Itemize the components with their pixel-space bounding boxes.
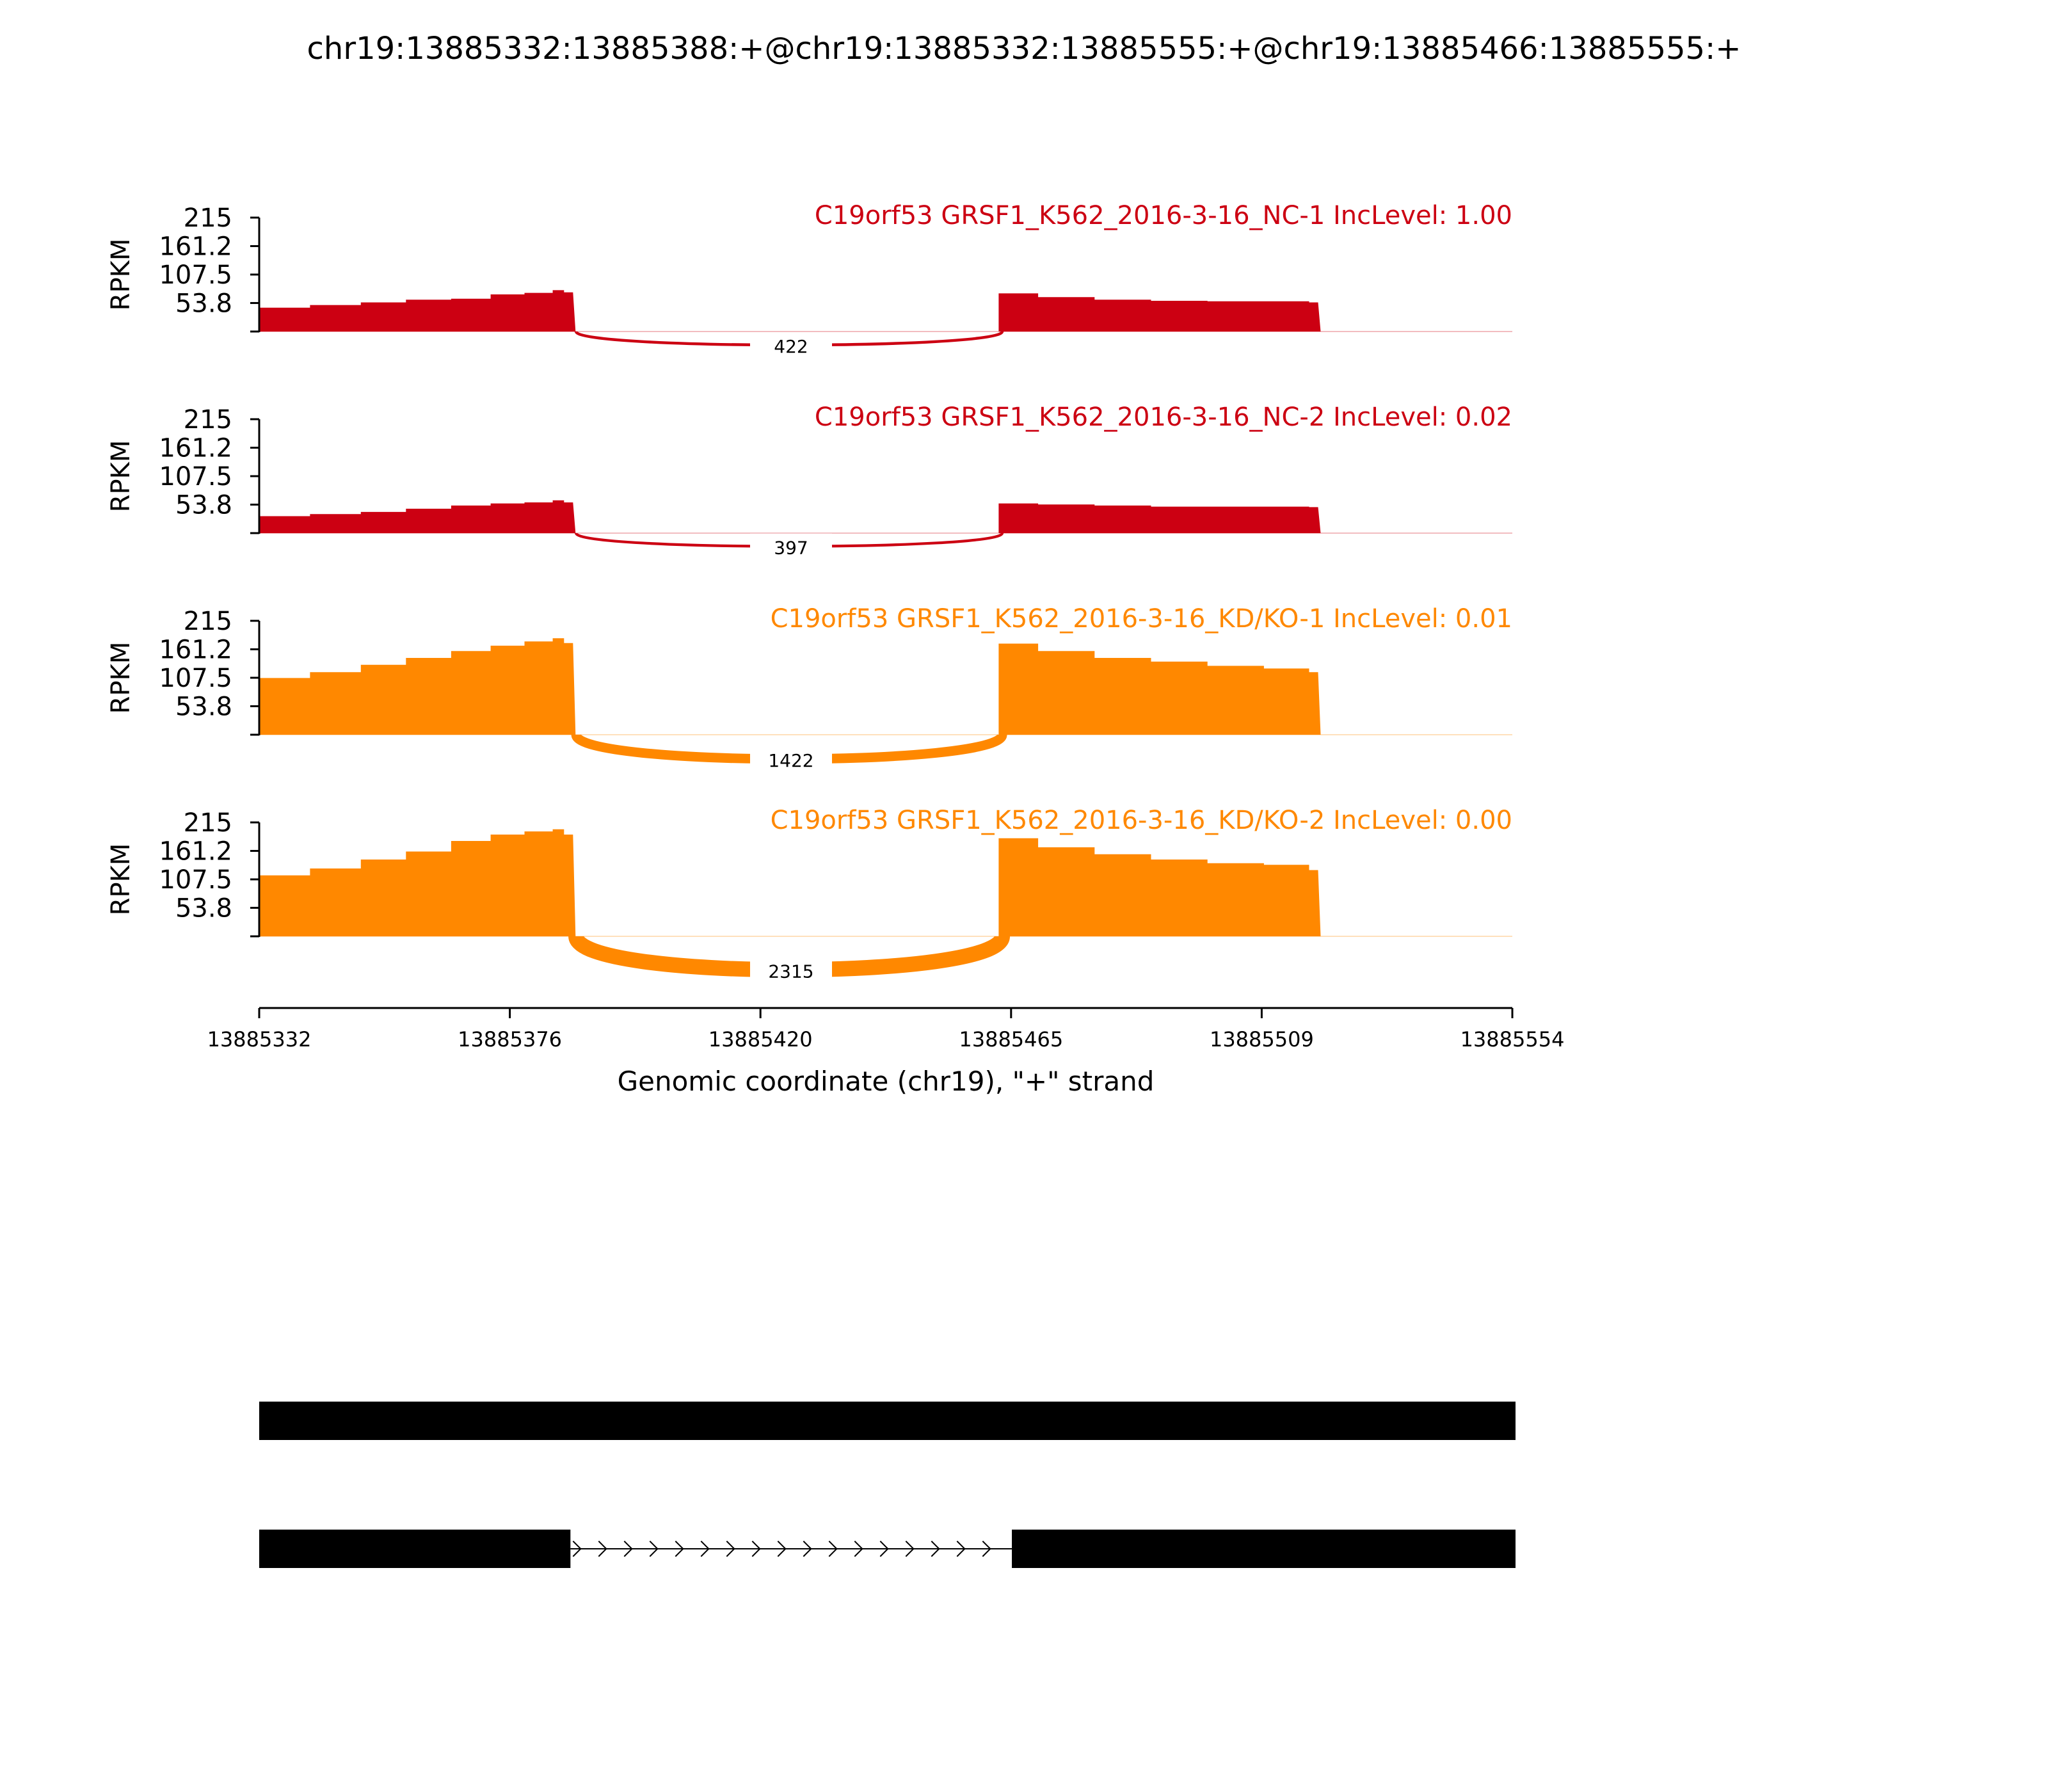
figure-title: chr19:13885332:13885388:+@chr19:13885332:13885555:+@chr19:13885466:13885555:+ [307, 31, 1741, 67]
y-tick-label: 215 [183, 607, 232, 636]
sample-label: C19orf53 GRSF1_K562_2016-3-16_KD/KO-2 IncLevel: 0.00 [770, 806, 1512, 835]
track-3 [106, 604, 1512, 772]
exon-block [1012, 1530, 1516, 1568]
coverage-exon2 [998, 838, 1320, 936]
y-tick-label: 161.2 [159, 433, 232, 463]
track-2 [106, 403, 1512, 559]
y-tick-label: 107.5 [159, 462, 232, 492]
sample-label: C19orf53 GRSF1_K562_2016-3-16_NC-2 IncLevel: 0.02 [814, 403, 1512, 432]
y-tick-label: 161.2 [159, 232, 232, 262]
y-tick-label: 215 [183, 405, 232, 435]
x-tick-label: 13885509 [1209, 1027, 1314, 1052]
y-tick-label: 215 [183, 204, 232, 233]
y-axis-label: RPKM [106, 641, 136, 714]
coverage-exon2 [998, 644, 1320, 735]
junction-count-label: 1422 [768, 749, 814, 771]
y-tick-label: 53.8 [175, 893, 232, 924]
x-axis [207, 1008, 1565, 1097]
x-tick-label: 13885376 [458, 1027, 563, 1052]
gene-model-2 [259, 1530, 1516, 1568]
y-axis-label: RPKM [106, 843, 136, 916]
x-tick-label: 13885554 [1460, 1027, 1565, 1052]
y-tick-label: 107.5 [159, 260, 232, 290]
y-tick-label: 161.2 [159, 635, 232, 665]
x-axis-label: Genomic coordinate (chr19), "+" strand [617, 1066, 1155, 1097]
y-tick-label: 215 [183, 808, 232, 838]
gene-model-1 [259, 1402, 1516, 1440]
exon-block [259, 1530, 570, 1568]
sample-label: C19orf53 GRSF1_K562_2016-3-16_NC-1 IncLevel: 1.00 [814, 201, 1512, 230]
coverage-tracks [106, 201, 1512, 982]
coverage-exon1 [259, 638, 575, 735]
coverage-exon1 [259, 500, 575, 533]
coverage-exon2 [998, 293, 1320, 332]
y-tick-label: 107.5 [159, 664, 232, 693]
y-tick-label: 107.5 [159, 865, 232, 895]
y-tick-label: 53.8 [175, 289, 232, 319]
x-tick-label: 13885332 [207, 1027, 312, 1052]
track-4 [106, 806, 1512, 982]
coverage-exon1 [259, 290, 575, 332]
x-tick-label: 13885465 [959, 1027, 1064, 1052]
x-tick-label: 13885420 [708, 1027, 813, 1052]
junction-count-label: 422 [774, 336, 808, 358]
y-tick-label: 53.8 [175, 692, 232, 722]
y-axis-label: RPKM [106, 440, 136, 513]
track-1 [106, 201, 1512, 358]
exon-block [259, 1402, 1516, 1440]
junction-count-label: 397 [774, 537, 808, 559]
y-tick-label: 161.2 [159, 836, 232, 867]
y-tick-label: 53.8 [175, 490, 232, 520]
coverage-exon2 [998, 504, 1320, 533]
coverage-exon1 [259, 829, 575, 936]
y-axis-label: RPKM [106, 238, 136, 311]
gene-models [259, 1402, 1516, 1568]
sample-label: C19orf53 GRSF1_K562_2016-3-16_KD/KO-1 IncLevel: 0.01 [770, 604, 1512, 634]
junction-count-label: 2315 [768, 961, 814, 982]
